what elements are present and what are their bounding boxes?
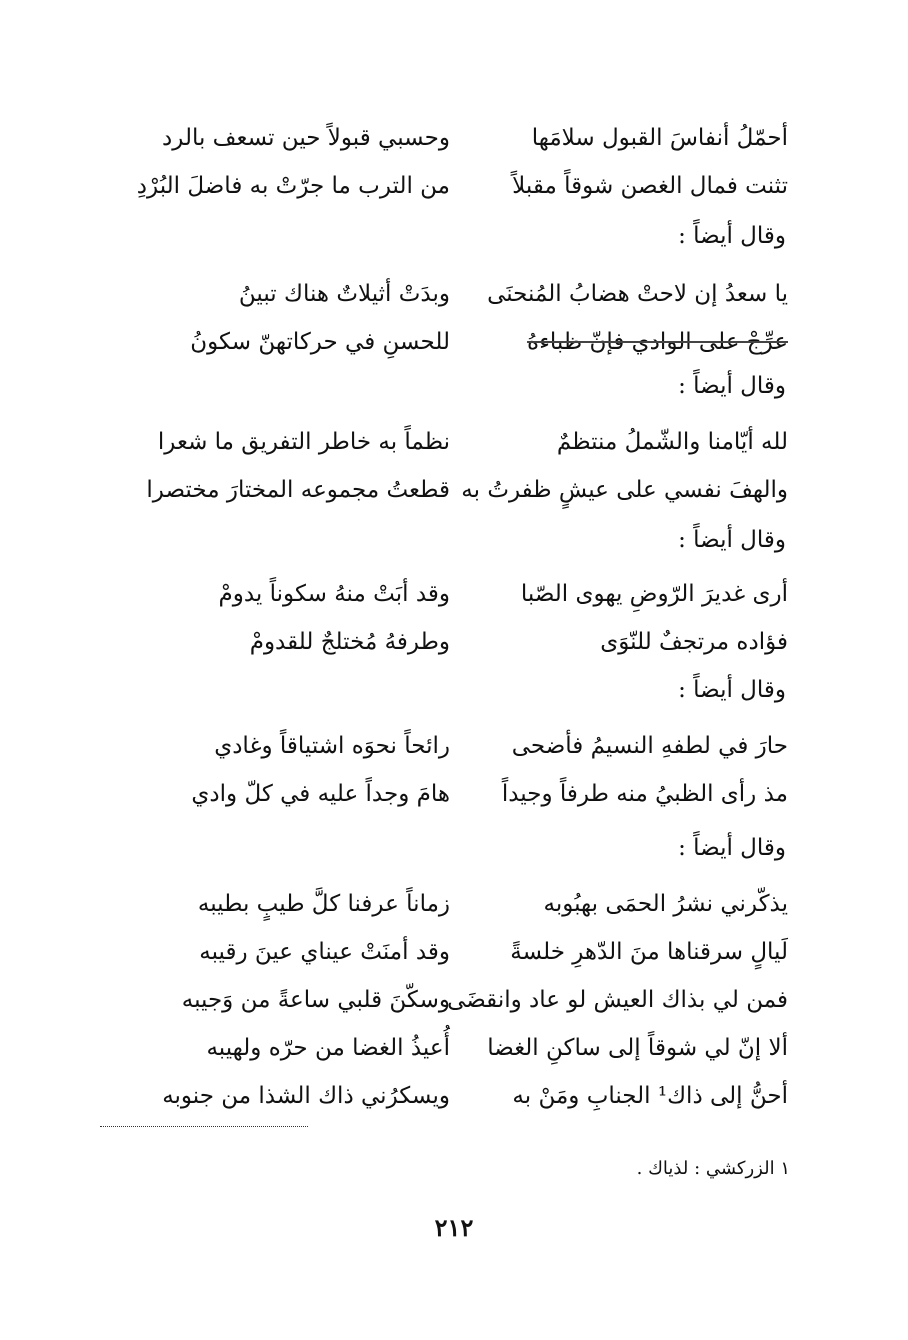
poem-intro: وقال أيضاً :	[678, 527, 786, 553]
verse	[120, 570, 788, 618]
footnote: ١ الزركشي : لذياك .	[636, 1158, 790, 1179]
verse	[120, 618, 788, 666]
footnote-divider	[100, 1126, 308, 1127]
second-hemistich: وسكّنَ قلبي ساعةً من وَجيبه	[181, 987, 450, 1013]
first-hemistich: يذكّرني نشرُ الحمَى بهبُوبه	[543, 891, 788, 917]
second-hemistich: نظماً به خاطر التفريق ما شعرا	[157, 429, 450, 455]
second-hemistich: هامَ وجداً عليه في كلّ وادي	[191, 781, 450, 807]
verse	[120, 162, 788, 210]
verse	[120, 466, 788, 514]
page-number: ٢١٢	[434, 1213, 474, 1242]
second-hemistich: وبدَتْ أثيلاتٌ هناك تبينُ	[238, 281, 450, 307]
second-hemistich: أُعيذُ الغضا من حرّه ولهيبه	[206, 1035, 450, 1061]
second-hemistich: وطرفهُ مُختلجٌ للقدومْ	[249, 629, 450, 655]
first-hemistich: تثنت فمال الغصن شوقاً مقبلاً	[512, 173, 788, 199]
poem-intro: وقال أيضاً :	[678, 677, 786, 703]
first-hemistich: أحنُّ إلى ذاك¹ الجنابِ ومَنْ به	[512, 1083, 788, 1109]
poem-3	[120, 418, 788, 514]
poem-6	[120, 880, 788, 1120]
poem-intro: وقال أيضاً :	[678, 223, 786, 249]
second-hemistich: قطعتُ مجموعه المختارَ مختصرا	[146, 477, 450, 503]
verse	[120, 722, 788, 770]
first-hemistich: ألا إنّ لي شوقاً إلى ساكنِ الغضا	[487, 1035, 788, 1061]
second-hemistich: وقد أمنَتْ عيناي عينَ رقيبه	[199, 939, 450, 965]
poem-intro: وقال أيضاً :	[678, 373, 786, 399]
second-hemistich: وحسبي قبولاً حين تسعف بالرد	[162, 125, 450, 151]
first-hemistich: أحمّلُ أنفاسَ القبول سلامَها	[531, 125, 788, 151]
verse	[120, 1024, 788, 1072]
second-hemistich: وقد أبَتْ منهُ سكوناً يدومْ	[218, 581, 450, 607]
verse	[120, 880, 788, 928]
first-hemistich: يا سعدُ إن لاحتْ هضابُ المُنحنَى	[487, 281, 788, 307]
second-hemistich: للحسنِ في حركاتهنّ سكونُ	[190, 329, 450, 355]
first-hemistich: أرى غديرَ الرّوضِ يهوى الصّبا	[520, 581, 788, 607]
first-hemistich: والهفَ نفسي على عيشٍ ظفرتُ به	[461, 477, 788, 503]
poem-1	[120, 114, 788, 210]
verse	[120, 418, 788, 466]
second-hemistich: ويسكرُني ذاك الشذا من جنوبه	[162, 1083, 450, 1109]
second-hemistich: من الترب ما جرّتْ به فاضلَ البُرْدِ	[136, 173, 450, 199]
first-hemistich: فمن لي بذاك العيش لو عاد وانقضَى	[447, 987, 788, 1013]
verse	[120, 270, 788, 318]
first-hemistich: مذ رأى الظبيُ منه طرفاً وجيداً	[501, 781, 788, 807]
poem-5	[120, 722, 788, 818]
first-hemistich: لَيالٍ سرقناها منَ الدّهرِ خلسةً	[510, 939, 788, 965]
second-hemistich: زماناً عرفنا كلَّ طيبٍ بطيبه	[197, 891, 450, 917]
poem-2	[120, 270, 788, 366]
poem-intro: وقال أيضاً :	[678, 835, 786, 861]
first-hemistich: لله أيّامنا والشّملُ منتظمٌ	[556, 429, 788, 455]
first-hemistich: عرِّجْ على الوادي فإنّ ظباءهُ	[527, 329, 788, 355]
first-hemistich: فؤاده مرتجفٌ للنّوَى	[600, 629, 788, 655]
verse	[120, 770, 788, 818]
verse	[120, 318, 788, 366]
verse	[120, 976, 788, 1024]
poem-4	[120, 570, 788, 666]
verse	[120, 114, 788, 162]
first-hemistich: حارَ في لطفهِ النسيمُ فأضحى	[511, 733, 788, 759]
second-hemistich: رائحاً نحوَه اشتياقاً وغادي	[214, 733, 450, 759]
verse	[120, 1072, 788, 1120]
verse	[120, 928, 788, 976]
